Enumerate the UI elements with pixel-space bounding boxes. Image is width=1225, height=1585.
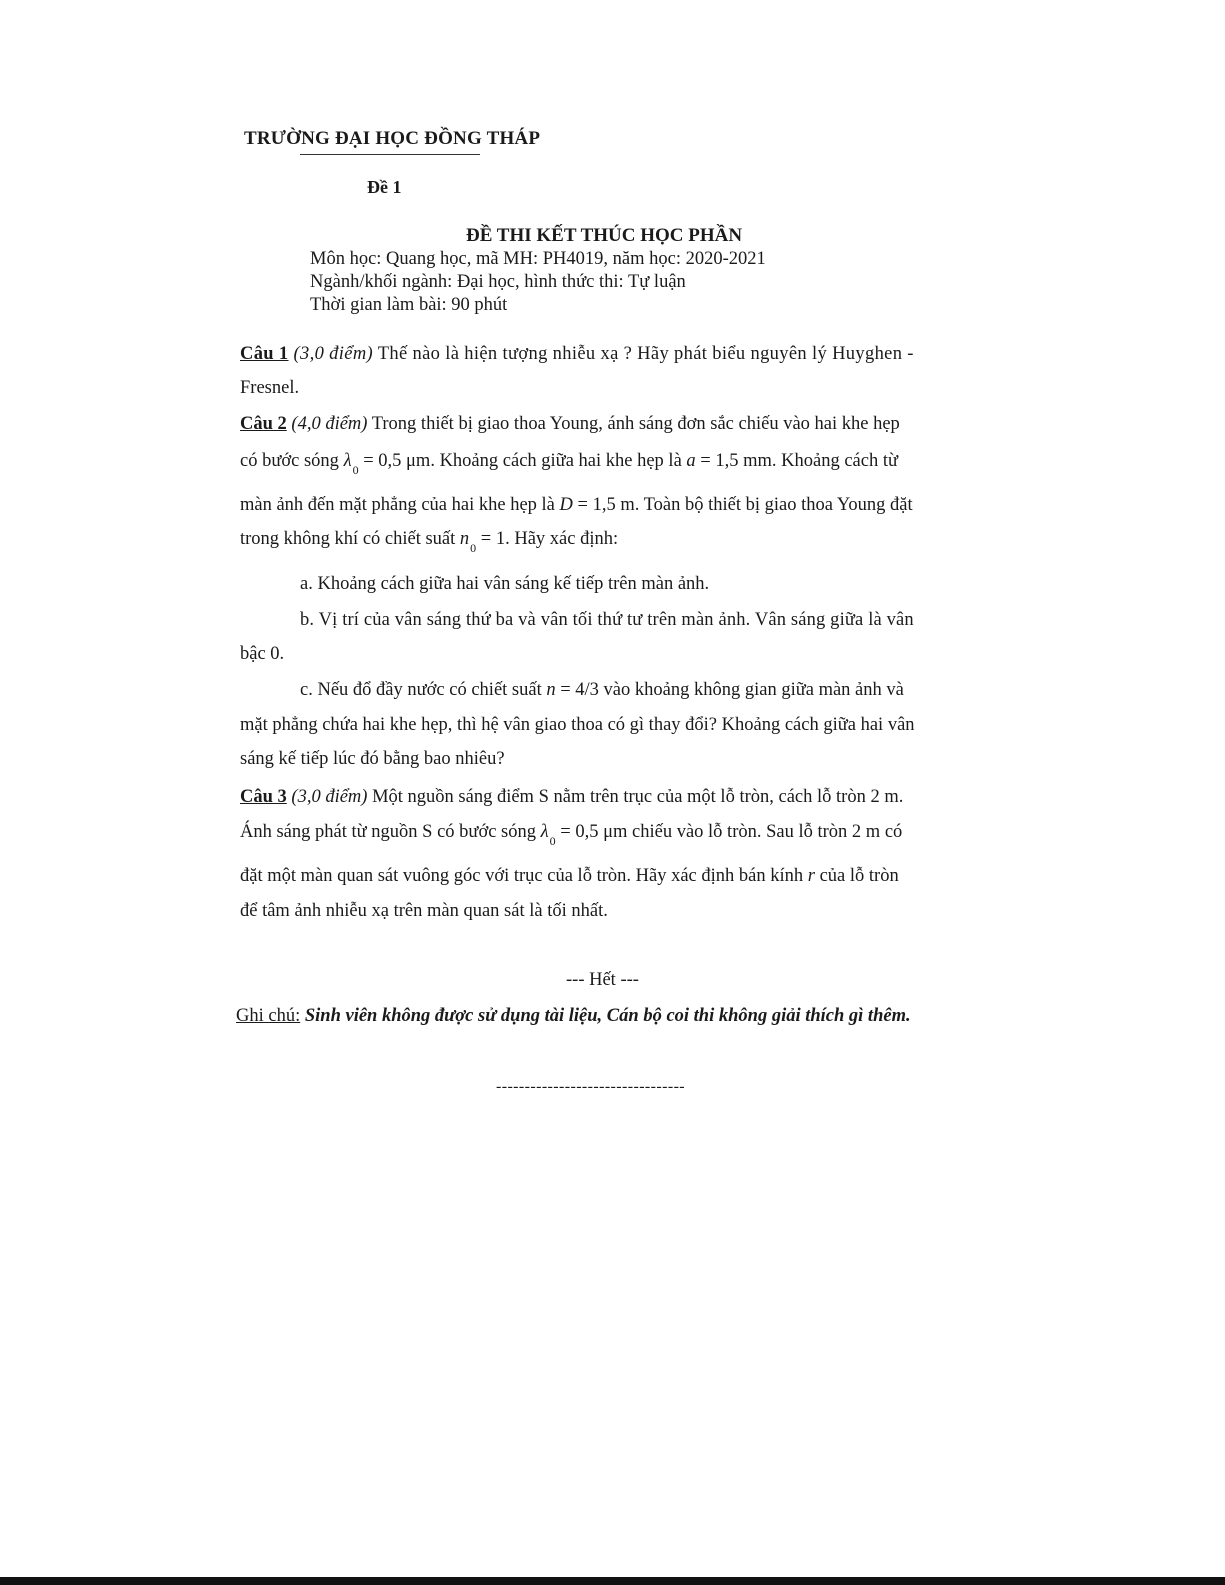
q2-line2-text: = 1,5 mm. Khoảng cách từ: [700, 451, 898, 471]
var-r: r: [807, 866, 815, 886]
q3-line3-text: của lỗ tròn: [819, 866, 899, 886]
q2-part-a: a. Khoảng cách giữa hai vân sáng kế tiếp trên màn ảnh.: [300, 574, 710, 594]
q2-line3: [240, 495, 985, 516]
q3-line4: để tâm ảnh nhiễu xạ trên màn quan sát là tối nhất.: [240, 901, 608, 921]
exam-code: Đề 1: [367, 177, 402, 197]
q2-label: Câu 2: [240, 414, 287, 434]
q1-label: Câu 1: [240, 344, 289, 364]
note: [236, 1006, 911, 1027]
q2-line4-text: trong không khí có chiết suất: [240, 529, 456, 549]
q2-text: Trong thiết bị giao thoa Young, ánh sáng đơn sắc chiếu vào hai khe hẹp: [371, 414, 900, 434]
q2-line2-text: có bước sóng: [240, 451, 339, 471]
q3-line2-text: = 0,5 μm chiếu vào lỗ tròn. Sau lỗ tròn 2 m có: [560, 822, 903, 842]
q3-line2: [240, 822, 985, 848]
scan-edge: [0, 1577, 1225, 1585]
major-line: Ngành/khối ngành: Đại học, hình thức thi: Tự luận: [310, 272, 686, 292]
var-a: a: [686, 451, 696, 471]
q2-line4-text: = 1. Hãy xác định:: [480, 529, 619, 549]
q2-part-c-text: = 4/3 vào khoảng không gian giữa màn ảnh và: [560, 680, 904, 700]
note-label: Ghi chú:: [236, 1006, 301, 1026]
var-D: D: [559, 495, 573, 515]
note-text: Sinh viên không được sử dụng tài liệu, Cán bộ coi thi không giải thích gì thêm.: [304, 1006, 911, 1026]
q2-line2: [240, 451, 985, 477]
q2-line3-text: = 1,5 m. Toàn bộ thiết bị giao thoa Young đặt: [577, 495, 913, 515]
q2-part-c-line2: mặt phẳng chứa hai khe hẹp, thì hệ vân giao thoa có gì thay đổi? Khoảng cách giữa hai vân: [240, 715, 915, 735]
exam-title: ĐỀ THI KẾT THÚC HỌC PHẦN: [466, 225, 743, 246]
q2-part-b-line2: bậc 0.: [240, 644, 285, 664]
q2-points: (4,0 điểm): [291, 414, 368, 434]
closing-dashes: ---------------------------------: [496, 1078, 686, 1095]
lambda-symbol: λ: [540, 822, 549, 842]
q2-line4: [240, 529, 985, 555]
q2-part-c-line1: [300, 680, 985, 701]
q3-line3: [240, 866, 985, 887]
q3-line1: [240, 787, 985, 808]
q2-part-c-line3: sáng kế tiếp lúc đó bằng bao nhiêu?: [240, 749, 505, 769]
q3-text: Một nguồn sáng điểm S nằm trên trục của một lỗ tròn, cách lỗ tròn 2 m.: [372, 787, 904, 807]
q3-line3-text: đặt một màn quan sát vuông góc với trục của lỗ tròn. Hãy xác định bán kính: [240, 866, 804, 886]
school-name: TRƯỜNG ĐẠI HỌC ĐỒNG THÁP: [244, 128, 541, 149]
q2-part-b-line1: b. Vị trí của vân sáng thứ ba và vân tối thứ tư trên màn ảnh. Vân sáng giữa là vân: [300, 610, 914, 630]
q2-line2-text: = 0,5 μm. Khoảng cách giữa hai khe hẹp là: [363, 451, 682, 471]
var-n: n: [459, 529, 470, 549]
end-marker: --- Hết ---: [566, 970, 639, 990]
subject-line: Môn học: Quang học, mã MH: PH4019, năm học: 2020-2021: [310, 249, 766, 269]
q2-line3-text: màn ảnh đến mặt phẳng của hai khe hẹp là: [240, 495, 555, 515]
subscript-zero: 0: [352, 463, 359, 477]
var-n: n: [546, 680, 556, 700]
time-line: Thời gian làm bài: 90 phút: [310, 295, 508, 315]
subscript-zero: 0: [549, 834, 556, 848]
q3-line2-text: Ánh sáng phát từ nguồn S có bước sóng: [240, 822, 537, 842]
q1-points: (3,0 điểm): [293, 344, 374, 364]
q2-part-c-text: c. Nếu đổ đầy nước có chiết suất: [300, 680, 542, 700]
q1-line2: Fresnel.: [240, 378, 300, 398]
q1-line1: [240, 344, 985, 365]
school-underline: [300, 154, 480, 155]
q3-points: (3,0 điểm): [291, 787, 368, 807]
q3-label: Câu 3: [240, 787, 287, 807]
lambda-symbol: λ: [343, 451, 352, 471]
subscript-zero: 0: [470, 541, 477, 555]
q1-text: Thế nào là hiện tượng nhiễu xạ ? Hãy phát biểu nguyên lý Huyghen -: [377, 344, 914, 364]
q2-line1: [240, 414, 985, 435]
